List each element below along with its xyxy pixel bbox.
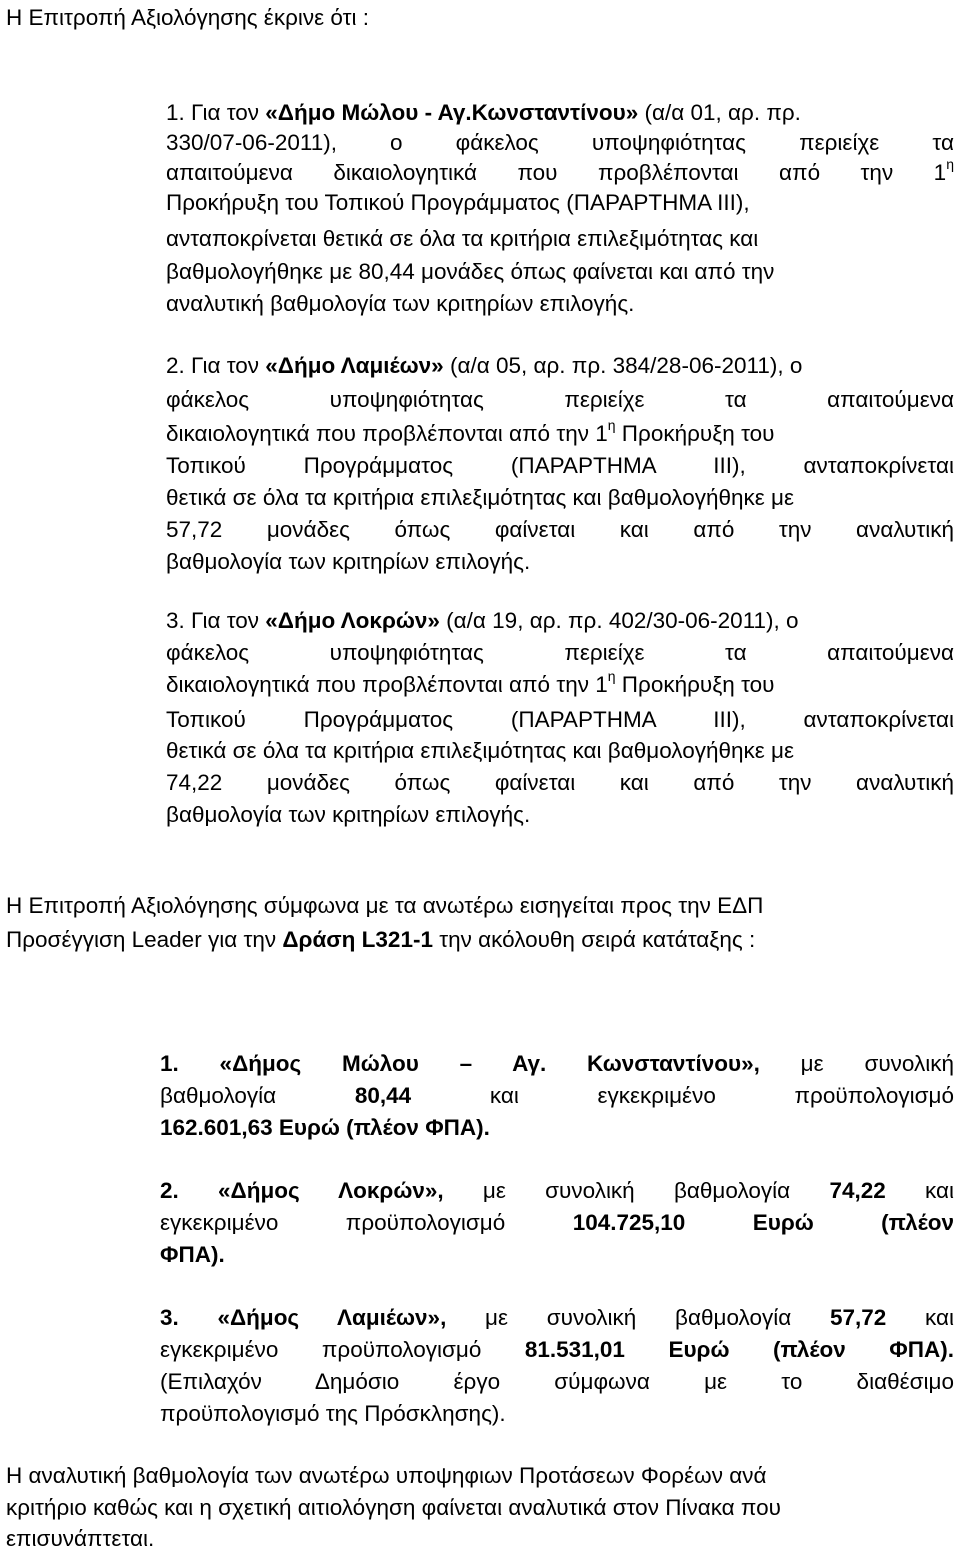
ranking-intro-line2	[6, 926, 755, 954]
item1-line3-sup: η	[946, 155, 954, 172]
ranking-intro-bold: Δράση L321-1	[282, 927, 433, 952]
rank3-score: 57,72	[829, 1305, 887, 1330]
item1-line2	[166, 129, 954, 157]
rank2-line2-pre: εγκεκριμένο προϋπολογισμό	[160, 1210, 573, 1235]
rank2-line1-mid: με συνολική βαθμολογία	[443, 1178, 830, 1203]
item1-heading-suffix: (α/α 01, αρ. πρ.	[638, 100, 801, 125]
rank1-line2	[160, 1082, 954, 1110]
rank1-score: 80,44	[354, 1083, 412, 1108]
intro-text: Η Επιτροπή Αξιολόγησης έκρινε ότι :	[6, 5, 369, 30]
item3-line3-post: Προκήρυξη του	[615, 672, 775, 697]
item3-line3-pre: δικαιολογητικά που προβλέπονται από την 1	[166, 672, 608, 697]
rank3-line1	[160, 1304, 954, 1332]
item1-line2-w4: υποψηφιότητας	[591, 130, 747, 155]
item1-line3-w7	[933, 155, 954, 187]
rank2-line1-post: και	[885, 1178, 955, 1203]
rank3-line2	[160, 1336, 954, 1364]
item3-line5: θετικά σε όλα τα κριτήρια επιλεξιμότητας και βαθμολογήθηκε με	[166, 738, 795, 763]
item2-line7: βαθμολογία των κριτηρίων επιλογής.	[166, 549, 531, 574]
item2-line3-sup: η	[607, 416, 616, 433]
item3-heading	[166, 607, 799, 635]
ranking-intro-line1: Η Επιτροπή Αξιολόγησης σύμφωνα με τα ανωτέρω εισηγείται προς την ΕΔΠ	[6, 893, 764, 918]
ranking-intro-pre: Προσέγγιση Leader για την	[6, 927, 283, 952]
item1-line3	[166, 155, 954, 187]
item1-line3-w3: που	[517, 160, 558, 185]
rank3-line1-post: και	[886, 1305, 954, 1330]
item3-heading-bold: «Δήμο Λοκρών»	[265, 608, 440, 633]
item2-heading-suffix: (α/α 05, αρ. πρ. 384/28-06-2011), ο	[443, 353, 803, 378]
item1-line2-w3: φάκελος	[455, 130, 539, 155]
rank2-line3: ΦΠΑ).	[160, 1242, 225, 1267]
item2-heading-prefix: 2. Για τον	[166, 353, 266, 378]
item1-heading-prefix: 1. Για τον	[166, 100, 266, 125]
item3-heading-prefix: 3. Για τον	[166, 608, 266, 633]
item3-line3-sup: η	[607, 667, 616, 684]
closing-line2: κριτήριο καθώς και η σχετική αιτιολόγηση φαίνεται αναλυτικά στον Πίνακα που	[6, 1495, 781, 1520]
item1-line3-w2: δικαιολογητικά	[333, 160, 477, 185]
rank3-line1-mid: με συνολική βαθμολογία	[446, 1305, 830, 1330]
item1-heading-bold: «Δήμο Μώλου - Αγ.Κωνσταντίνου»	[265, 100, 639, 125]
rank2-line2	[160, 1209, 954, 1237]
closing-line3: επισυνάπτεται.	[6, 1526, 155, 1551]
ranking-intro-post: την ακόλουθη σειρά κατάταξης :	[432, 927, 756, 952]
item2-line2: φάκελος υποψηφιότητας περιείχε τα απαιτούμενα	[166, 387, 954, 412]
rank3-line4: προϋπολογισμό της Πρόσκλησης).	[160, 1401, 506, 1426]
rank2-line1	[160, 1177, 954, 1205]
item3-line3	[166, 667, 775, 699]
closing-line1: Η αναλυτική βαθμολογία των ανωτέρω υποψηφιων Προτάσεων Φορέων ανά	[6, 1463, 767, 1488]
rank1-line1	[160, 1050, 954, 1078]
item1-line2-w2: ο	[390, 130, 403, 155]
rank3-line2-pre: εγκεκριμένο προϋπολογισμό	[160, 1337, 525, 1362]
item1-line3-w5: από	[779, 160, 821, 185]
item1-line3-w4: προβλέπονται	[597, 160, 739, 185]
item1-line6: βαθμολογήθηκε με 80,44 μονάδες όπως φαίνεται και από την	[166, 259, 775, 284]
item3-line4: Τοπικού Προγράμματος (ΠΑΡΑΡΤΗΜΑ ΙΙΙ), ανταποκρίνεται	[166, 707, 954, 732]
rank2-budget: 104.725,10 Ευρώ (πλέον	[572, 1210, 954, 1235]
rank2-score: 74,22	[829, 1178, 886, 1203]
rank1-line2-post: και εγκεκριμένο προϋπολογισμό	[411, 1083, 954, 1108]
item2-line3-pre: δικαιολογητικά που προβλέπονται από την 1	[166, 421, 608, 446]
item2-line4: Τοπικού Προγράμματος (ΠΑΡΑΡΤΗΜΑ ΙΙΙ), ανταποκρίνεται	[166, 453, 954, 478]
item2-line3	[166, 416, 775, 448]
item2-heading	[166, 352, 802, 380]
rank1-budget: 162.601,63 Ευρώ (πλέον ΦΠΑ).	[160, 1115, 490, 1140]
item2-line5: θετικά σε όλα τα κριτήρια επιλεξιμότητας και βαθμολογήθηκε με	[166, 485, 795, 510]
item3-line6: 74,22 μονάδες όπως φαίνεται και από την αναλυτική	[166, 770, 954, 795]
item2-heading-bold: «Δήμο Λαμιέων»	[265, 353, 444, 378]
item2-line6: 57,72 μονάδες όπως φαίνεται και από την αναλυτική	[166, 517, 954, 542]
item1-line5: ανταποκρίνεται θετικά σε όλα τα κριτήρια επιλεξιμότητας και	[166, 226, 759, 251]
rank2-title: 2. «Δήμος Λοκρών»,	[160, 1178, 444, 1203]
item1-heading	[166, 99, 801, 127]
item1-line2-w5: περιείχε	[799, 130, 880, 155]
item1-line3-num: 1	[933, 160, 947, 185]
item3-heading-suffix: (α/α 19, αρ. πρ. 402/30-06-2011), ο	[439, 608, 799, 633]
rank1-title: 1. «Δήμος Μώλου – Αγ. Κωνσταντίνου»,	[160, 1051, 760, 1076]
rank1-line1-post: με συνολική	[759, 1051, 954, 1076]
item1-line7: αναλυτική βαθμολογία των κριτηρίων επιλογής.	[166, 291, 635, 316]
item3-line2: φάκελος υποψηφιότητας περιείχε τα απαιτούμενα	[166, 640, 954, 665]
item1-line3-w1: απαιτούμενα	[166, 160, 293, 185]
item1-line2-w6: τα	[932, 130, 954, 155]
item1-line2-w1: 330/07-06-2011),	[166, 130, 337, 155]
item1-line4: Προκήρυξη του Τοπικού Προγράμματος (ΠΑΡΑΡΤΗΜΑ ΙΙΙ),	[166, 190, 750, 215]
item3-line7: βαθμολογία των κριτηρίων επιλογής.	[166, 802, 531, 827]
rank3-budget: 81.531,01 Ευρώ (πλέον ΦΠΑ).	[524, 1337, 954, 1362]
rank1-line2-pre: βαθμολογία	[160, 1083, 355, 1108]
item2-line3-post: Προκήρυξη του	[615, 421, 775, 446]
item1-line3-w6: την	[860, 160, 894, 185]
rank3-line3: (Επιλαχόν Δημόσιο έργο σύμφωνα με το διαθέσιμο	[160, 1369, 954, 1394]
rank3-title: 3. «Δήμος Λαμιέων»,	[160, 1305, 447, 1330]
